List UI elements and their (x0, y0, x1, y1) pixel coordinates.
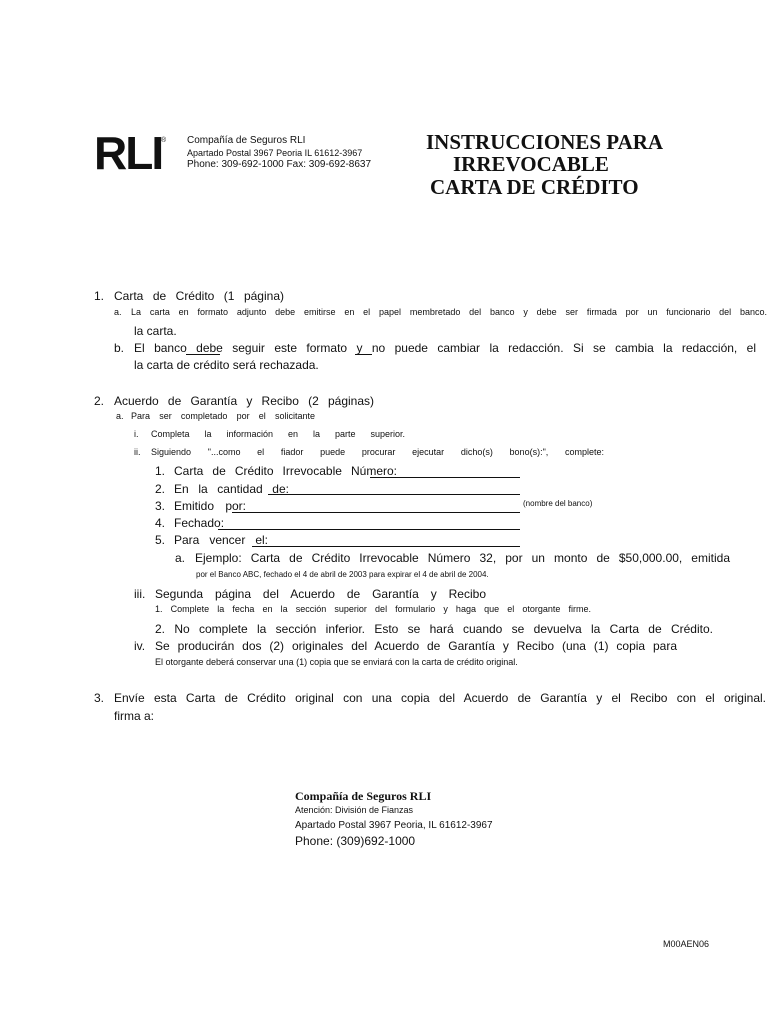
section-3-text: Envíe esta Carta de Crédito original con una copia del Acuerdo de Garantía y el Recibo con el original. (114, 691, 766, 705)
underline-y (355, 354, 372, 355)
section-1b-continuation: la carta de crédito será rechazada. (134, 358, 319, 372)
section-2iii-step-2: 2. No complete la sección inferior. Esto se hará cuando se devuelva la Carta de Crédito. (155, 622, 713, 636)
section-2i-label: i. (134, 429, 139, 439)
item-4-label: Fechado: (174, 516, 225, 530)
company-info (187, 135, 371, 171)
item-5-blank[interactable] (252, 546, 520, 547)
form-code: M00AEN06 (663, 939, 710, 949)
section-1a-text: La carta en formato adjunto debe emitirse en el papel membretado del banco y debe ser firmada por un funcionario del banco. (131, 307, 767, 317)
section-2ii-label: ii. (134, 447, 141, 457)
section-2iii-text: Segunda página del Acuerdo de Garantía y Recibo (155, 587, 486, 601)
section-2i-text: Completa la información en la parte superior. (151, 429, 405, 439)
example-continuation: por el Banco ABC, fechado el 4 de abril de 2003 para expirar el 4 de abril de 2004. (196, 570, 489, 579)
section-2iv-text: Se producirán dos (2) originales del Acuerdo de Garantía y Recibo (una (1) copia para (155, 639, 677, 653)
item-1-blank[interactable] (370, 477, 520, 478)
section-1-heading: Carta de Crédito (1 página) (114, 289, 284, 303)
section-2iv-continuation: El otorgante deberá conservar una (1) copia que se enviará con la carta de crédito original. (155, 657, 518, 667)
mailing-postal: Apartado Postal 3967 Peoria, IL 61612-3967 (295, 820, 493, 831)
item-1-label: Carta de Crédito Irrevocable Número: (174, 464, 397, 478)
section-2iii-label: iii. (134, 587, 146, 601)
item-3-label: Emitido por: (174, 499, 246, 513)
section-1b-text: El banco debe seguir este formato y no puede cambiar la redacción. Si se cambia la redacción, el (134, 341, 756, 355)
title-line-2: IRREVOCABLE (453, 152, 609, 176)
section-1a-label: a. (114, 307, 122, 317)
mailing-phone: Phone: (309)692-1000 (295, 834, 416, 848)
item-3-number: 3. (155, 499, 166, 513)
underline-debe (186, 354, 220, 355)
item-2-number: 2. (155, 482, 166, 496)
section-3-number: 3. (94, 691, 105, 705)
mailing-attention: Atención: División de Fianzas (295, 805, 414, 815)
registered-mark: ® (161, 137, 167, 144)
mailing-company-name: Compañía de Seguros RLI (295, 789, 432, 803)
section-2iii-step-1: 1. Complete la fecha en la sección superior del formulario y haga que el otorgante firme. (155, 604, 591, 614)
item-4-number: 4. (155, 516, 166, 530)
item-1-number: 1. (155, 464, 166, 478)
item-5-number: 5. (155, 533, 166, 547)
section-1-number: 1. (94, 289, 105, 303)
item-3-blank[interactable] (232, 512, 520, 513)
company-phone: Phone: 309-692-1000 Fax: 309-692-8637 (187, 159, 372, 170)
section-3-continuation: firma a: (114, 709, 155, 723)
section-1a-continuation: la carta. (134, 324, 177, 338)
section-2-heading: Acuerdo de Garantía y Recibo (2 páginas) (114, 394, 374, 408)
section-2a-text: Para ser completado por el solicitante (131, 411, 315, 421)
company-name: Compañía de Seguros RLI (187, 135, 306, 146)
company-address: Apartado Postal 3967 Peoria IL 61612-3967 (187, 148, 363, 158)
item-2-label: En la cantidad de: (174, 482, 289, 496)
section-2ii-text: Siguiendo "...como el fiador puede procurar ejecutar dicho(s) bono(s):", complete: (151, 447, 604, 457)
rli-logo: RLI (94, 127, 163, 179)
section-2-number: 2. (94, 394, 105, 408)
bank-name-note: (nombre del banco) (523, 499, 593, 508)
example-label: a. (175, 551, 186, 565)
section-1b-label: b. (114, 341, 125, 355)
section-2a-label: a. (116, 411, 124, 421)
example-text: Ejemplo: Carta de Crédito Irrevocable Número 32, por un monto de $50,000.00, emitida (195, 551, 730, 565)
title-line-1: INSTRUCCIONES PARA (426, 130, 664, 154)
title-line-3: CARTA DE CRÉDITO (430, 175, 639, 199)
section-2iv-label: iv. (134, 639, 146, 653)
item-4-blank[interactable] (218, 529, 520, 530)
item-2-blank[interactable] (268, 494, 520, 495)
item-5-label: Para vencer el: (174, 533, 268, 547)
